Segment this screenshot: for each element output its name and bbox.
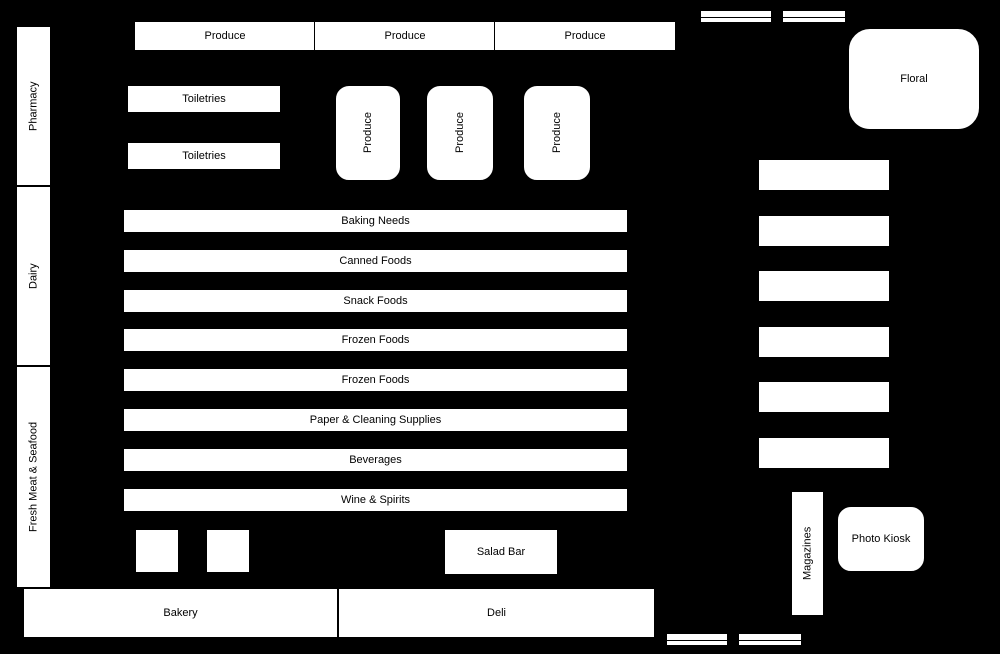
aisle-baking-needs[interactable] (123, 209, 628, 233)
produce-top-2[interactable] (314, 21, 496, 51)
aisle-toiletries-2-label: Toiletries (182, 149, 226, 162)
aisle-baking-needs-label: Baking Needs (341, 214, 410, 227)
aisle-frozen-foods-2-label: Frozen Foods (341, 373, 410, 386)
aisle-beverages-label: Beverages (349, 453, 402, 466)
top-entrance-icon[interactable] (700, 10, 846, 23)
department-fresh-meat-seafood-label: Fresh Meat & Seafood (27, 421, 40, 533)
produce-island-1-label: Produce (361, 112, 374, 154)
department-pharmacy-label: Pharmacy (27, 81, 40, 131)
aisle-beverages[interactable] (123, 448, 628, 472)
checkout-lane-5[interactable] (758, 381, 890, 413)
aisle-canned-foods-label: Canned Foods (339, 254, 412, 267)
top-entrance-line (701, 17, 847, 18)
produce-island-1[interactable] (335, 85, 401, 181)
checkout-lane-1[interactable] (758, 159, 890, 191)
photo-kiosk-label: Photo Kiosk (851, 532, 911, 545)
department-dairy-label: Dairy (27, 263, 40, 289)
aisle-toiletries-1[interactable] (127, 85, 281, 113)
produce-top-1-label: Produce (204, 29, 246, 42)
department-bakery[interactable] (23, 588, 338, 638)
fixture-magazines-label: Magazines (801, 526, 814, 581)
aisle-canned-foods[interactable] (123, 249, 628, 273)
aisle-wine-spirits-label: Wine & Spirits (340, 493, 411, 506)
produce-top-3-label: Produce (564, 29, 606, 42)
produce-island-3-label: Produce (550, 112, 563, 154)
produce-top-2-label: Produce (384, 29, 426, 42)
aisle-snack-foods-label: Snack Foods (343, 294, 408, 307)
aisle-toiletries-1-label: Toiletries (182, 92, 226, 105)
department-fresh-meat-seafood[interactable] (16, 366, 51, 588)
bottom-entrance-icon[interactable] (666, 633, 802, 646)
salad-bar[interactable] (444, 529, 558, 575)
produce-island-2-label: Produce (453, 112, 466, 154)
checkout-lane-6[interactable] (758, 437, 890, 469)
produce-island-3[interactable] (523, 85, 591, 181)
produce-island-2[interactable] (426, 85, 494, 181)
department-deli[interactable] (338, 588, 655, 638)
checkout-lane-2[interactable] (758, 215, 890, 247)
fixture-small-1[interactable] (135, 529, 179, 573)
aisle-paper-cleaning-supplies-label: Paper & Cleaning Supplies (309, 413, 442, 426)
department-dairy[interactable] (16, 186, 51, 366)
aisle-frozen-foods-1[interactable] (123, 328, 628, 352)
produce-top-3[interactable] (494, 21, 676, 51)
fixture-small-2[interactable] (206, 529, 250, 573)
photo-kiosk[interactable] (837, 506, 925, 572)
department-pharmacy[interactable] (16, 26, 51, 186)
department-bakery-label: Bakery (163, 606, 198, 619)
aisle-paper-cleaning-supplies[interactable] (123, 408, 628, 432)
bottom-entrance-line (667, 640, 803, 641)
aisle-wine-spirits[interactable] (123, 488, 628, 512)
department-floral[interactable] (848, 28, 980, 130)
department-deli-label: Deli (487, 606, 506, 619)
aisle-snack-foods[interactable] (123, 289, 628, 313)
aisle-frozen-foods-1-label: Frozen Foods (341, 333, 410, 346)
aisle-toiletries-2[interactable] (127, 142, 281, 170)
salad-bar-label: Salad Bar (476, 545, 526, 558)
aisle-frozen-foods-2[interactable] (123, 368, 628, 392)
fixture-magazines[interactable] (791, 491, 824, 616)
checkout-lane-3[interactable] (758, 270, 890, 302)
department-floral-label: Floral (900, 72, 928, 85)
produce-top-1[interactable] (134, 21, 316, 51)
checkout-lane-4[interactable] (758, 326, 890, 358)
